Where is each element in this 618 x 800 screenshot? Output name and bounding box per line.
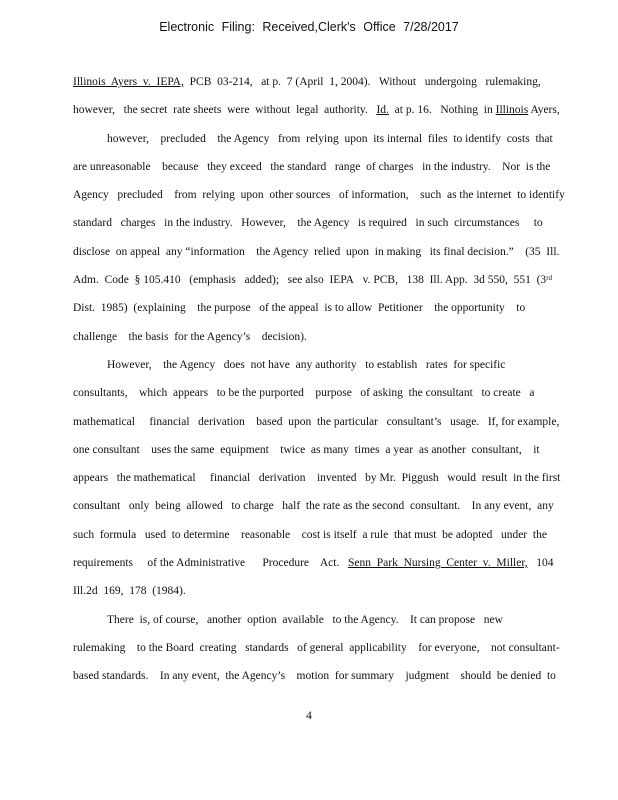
document-body bbox=[73, 68, 565, 691]
line-text: challenge the basis for the Agency’s decision). bbox=[73, 330, 307, 343]
text-line bbox=[73, 408, 560, 436]
line-text: appears the mathematical financial derivation invented by Mr. Piggush would result in the first bbox=[73, 472, 561, 485]
line-text: requirements of the Administrative Procedure Act. bbox=[73, 557, 348, 570]
citation-underlined: Illinois bbox=[495, 104, 529, 117]
line-text: Adm. Code § 105.410 (emphasis added); see also IEPA v. PCB, 138 Ill. App. 3d 550, 551 (3ʳᵈ bbox=[73, 274, 553, 287]
text-line bbox=[73, 634, 560, 662]
line-text: There is, of course, another option available to the Agency. It can propose new bbox=[107, 613, 503, 626]
text-line bbox=[73, 662, 556, 690]
text-line bbox=[73, 68, 553, 96]
line-text: at p. 16. Nothing in bbox=[388, 104, 496, 117]
text-line bbox=[73, 125, 553, 153]
line-text: consultants, which appears to be the purported purpose of asking the consultant to create a bbox=[73, 387, 535, 400]
text-line bbox=[73, 521, 553, 549]
line-text: disclose on appeal any “information the Agency relied upon in making its final decision.” (35 Ill. bbox=[73, 245, 560, 258]
text-line bbox=[73, 238, 560, 266]
text-line bbox=[73, 181, 565, 209]
line-text: mathematical financial derivation based upon the particular consultant’s usage. If, for example, bbox=[73, 415, 560, 428]
line-text: standard charges in the industry. However, the Agency is required in such circumstances to bbox=[73, 217, 543, 230]
text-line bbox=[73, 96, 560, 124]
text-line bbox=[73, 464, 561, 492]
text-line bbox=[73, 492, 553, 520]
line-text: 104 bbox=[527, 557, 554, 570]
line-text: consultant only being allowed to charge half the rate as the second consultant. In any event, any bbox=[73, 500, 554, 513]
line-text: Dist. 1985) (explaining the purpose of the appeal is to allow Petitioner the opportunity to bbox=[73, 302, 526, 315]
text-line bbox=[73, 379, 553, 407]
filing-header: Electronic Filing: Received,Clerk's Office 7/28/2017 bbox=[159, 20, 459, 34]
text-line bbox=[73, 351, 553, 379]
line-text: such formula used to determine reasonable cost is itself a rule that must be adopted under the bbox=[73, 528, 547, 541]
line-text: Ayers, bbox=[528, 104, 560, 117]
text-line bbox=[73, 436, 553, 464]
text-line bbox=[73, 577, 553, 605]
line-text: PCB 03-214, at p. 7 (April 1, 2004). Without undergoing rulemaking, bbox=[183, 76, 541, 88]
line-text: are unreasonable because they exceed the standard range of charges in the industry. Nor is the bbox=[73, 160, 551, 173]
text-line bbox=[73, 606, 553, 634]
line-text: Ill.2d 169, 178 (1984). bbox=[73, 585, 186, 598]
line-text: Agency precluded from relying upon other sources of information, such as the internet to identify bbox=[73, 189, 565, 202]
citation-underlined: Senn Park Nursing Center v. Miller, bbox=[347, 557, 528, 570]
citation-underlined: Illinois Ayers v. IEPA, bbox=[73, 76, 184, 88]
text-line bbox=[73, 266, 553, 294]
line-text: However, the Agency does not have any authority to establish rates for specific bbox=[107, 358, 506, 371]
line-text: one consultant uses the same equipment twice as many times a year as another consultant, it bbox=[73, 443, 540, 456]
text-line bbox=[73, 323, 553, 351]
line-text: rulemaking to the Board creating standards of general applicability for everyone, not consultant- bbox=[73, 641, 560, 654]
text-line bbox=[73, 209, 553, 237]
text-line bbox=[73, 294, 553, 322]
text-line bbox=[73, 549, 553, 577]
page-number: 4 bbox=[306, 710, 312, 722]
line-text: based standards. In any event, the Agency’s motion for summary judgment should be denied to bbox=[73, 670, 556, 683]
citation-underlined: Id. bbox=[376, 104, 389, 117]
line-text: however, the secret rate sheets were without legal authority. bbox=[73, 104, 377, 117]
text-line bbox=[73, 153, 553, 181]
line-text: however, precluded the Agency from relying upon its internal files to identify costs that bbox=[107, 132, 553, 145]
